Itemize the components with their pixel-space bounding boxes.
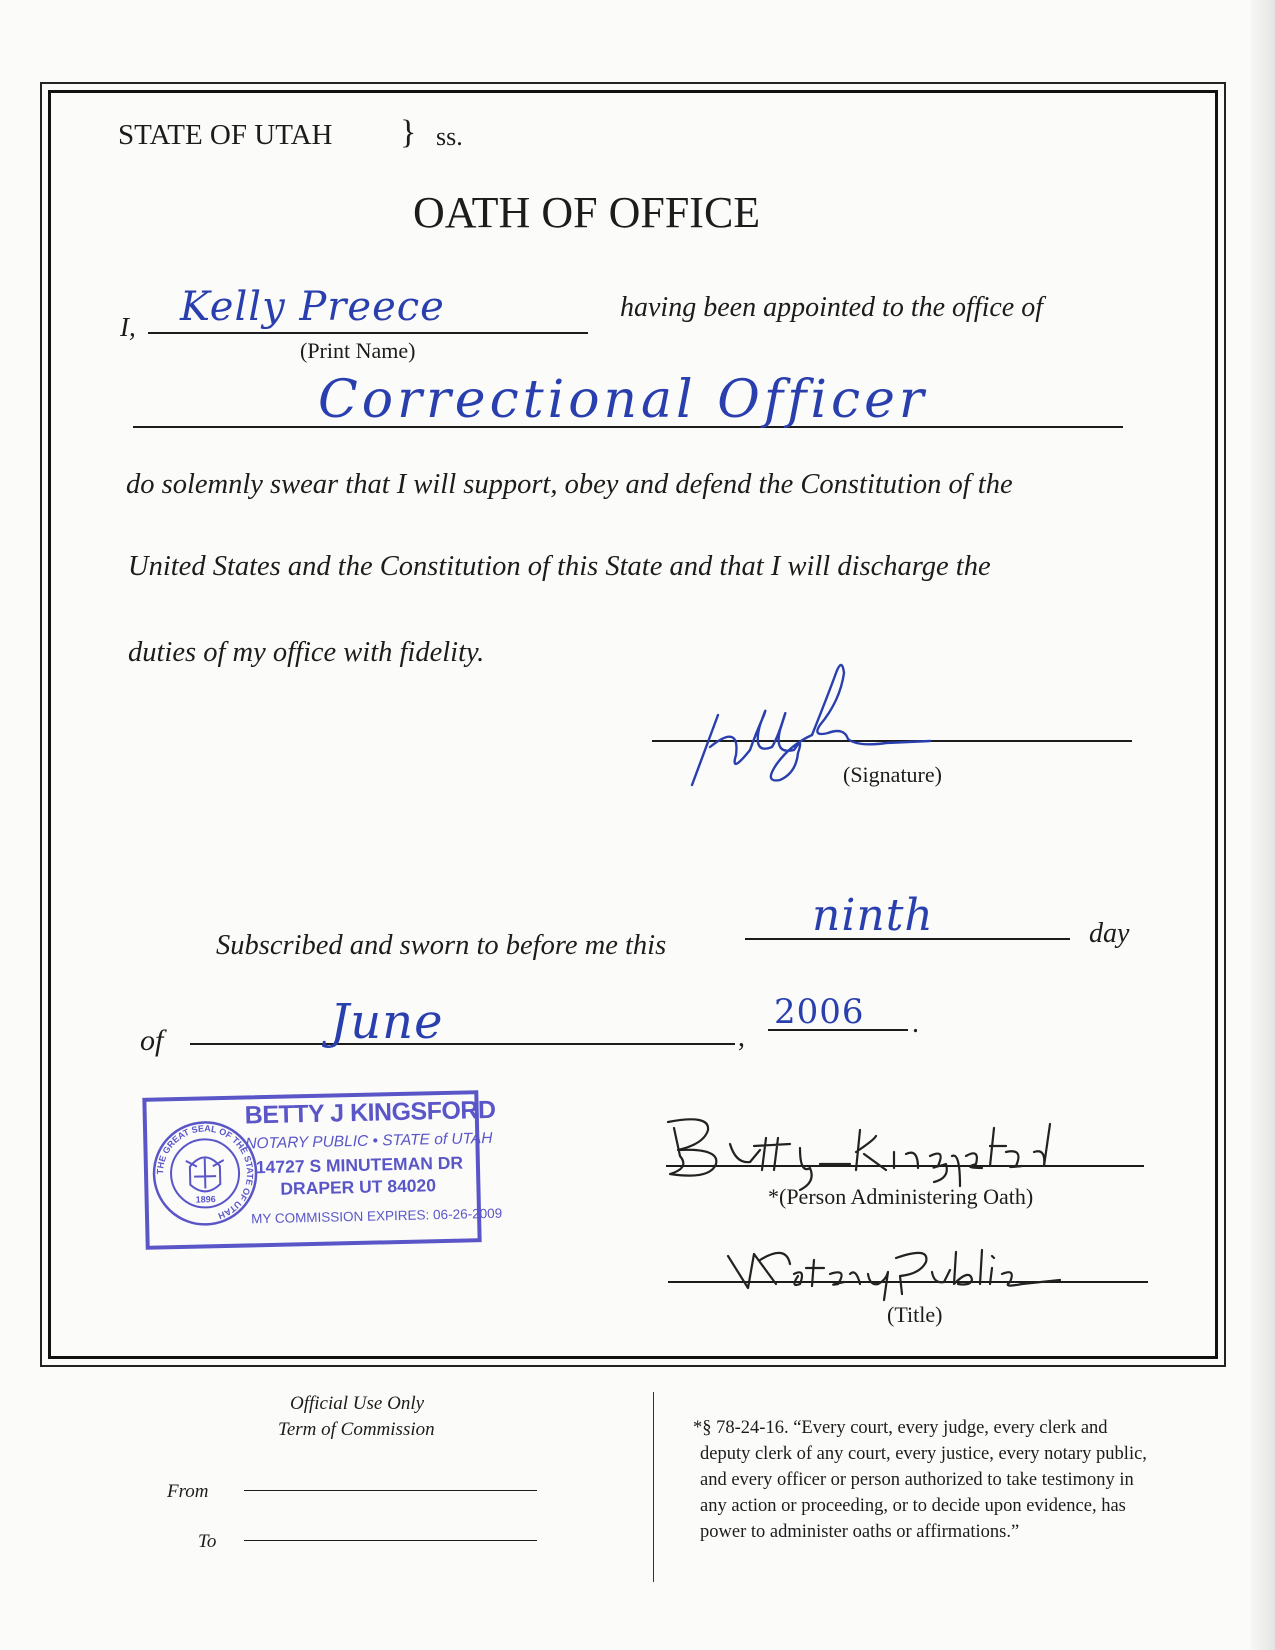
year-handwritten: 2006: [774, 992, 865, 1032]
from-line: [244, 1490, 537, 1491]
to-label: To: [198, 1531, 217, 1552]
appointed-text: having been appointed to the office of: [620, 292, 1044, 323]
stamp-line-1: NOTARY PUBLIC • STATE of UTAH: [245, 1129, 493, 1153]
comma-mark: ,: [738, 1022, 745, 1053]
to-line: [244, 1540, 537, 1541]
from-label: From: [167, 1481, 209, 1502]
state-seal-icon: [149, 1117, 261, 1229]
footnote-line-1: *§ 78-24-16. “Every court, every judge, every clerk and: [693, 1418, 1108, 1438]
section-divider: [653, 1392, 654, 1582]
print-name-line: [148, 332, 588, 334]
stamp-line-2: 14727 S MINUTEMAN DR: [255, 1152, 464, 1178]
oath-text-line-3: duties of my office with fidelity.: [128, 637, 485, 668]
notary-stamp: [142, 1090, 503, 1250]
subscribed-text: Subscribed and sworn to before me this: [216, 930, 667, 961]
of-word: of: [140, 1024, 164, 1057]
signature-notary-public-title: [720, 1238, 1080, 1308]
footnote-line-2: deputy clerk of any court, every justice, every notary public,: [700, 1444, 1147, 1464]
period-mark: .: [912, 1008, 919, 1039]
ss-label: ss.: [436, 122, 463, 151]
official-use-heading: Official Use Only: [290, 1393, 425, 1414]
term-of-commission-heading: Term of Commission: [278, 1419, 435, 1440]
venue-brace: }: [400, 114, 417, 151]
footnote-line-4: any action or proceeding, or to decide upon evidence, has: [700, 1496, 1126, 1516]
month-line: [190, 1043, 735, 1045]
administrator-caption: *(Person Administering Oath): [768, 1184, 1034, 1209]
month-handwritten: June: [330, 994, 444, 1050]
day-word: day: [1089, 918, 1130, 949]
seal-year: 1896: [195, 1194, 216, 1205]
print-name-caption: (Print Name): [300, 338, 416, 363]
seal-ring-text: THE GREAT SEAL OF THE STATE OF UTAH: [154, 1123, 256, 1222]
title-caption: (Title): [887, 1302, 943, 1327]
stamp-expiration: MY COMMISSION EXPIRES: 06-26-2009: [250, 1205, 503, 1227]
page-edge-shadow: [1251, 0, 1275, 1650]
footnote-line-3: and every officer or person authorized to take testimony in: [700, 1470, 1134, 1490]
document-title: OATH OF OFFICE: [413, 188, 761, 237]
i-label: I,: [120, 312, 136, 342]
signature-betty-kingsford: [650, 1108, 1070, 1188]
day-handwritten: ninth: [812, 890, 934, 941]
state-heading: STATE OF UTAH: [118, 119, 333, 151]
office-handwritten: Correctional Officer: [318, 370, 928, 430]
stamp-notary-name: BETTY J KINGSFORD: [244, 1095, 496, 1130]
print-name-handwritten: Kelly Preece: [180, 284, 445, 330]
oath-text-line-2: United States and the Constitution of this State and that I will discharge the: [128, 551, 991, 582]
signature-caption: (Signature): [843, 762, 942, 787]
footnote-line-5: power to administer oaths or affirmations.”: [700, 1522, 1020, 1542]
oath-text-line-1: do solemnly swear that I will support, obey and defend the Constitution of the: [126, 469, 1013, 500]
stamp-line-3: DRAPER UT 84020: [280, 1175, 437, 1199]
